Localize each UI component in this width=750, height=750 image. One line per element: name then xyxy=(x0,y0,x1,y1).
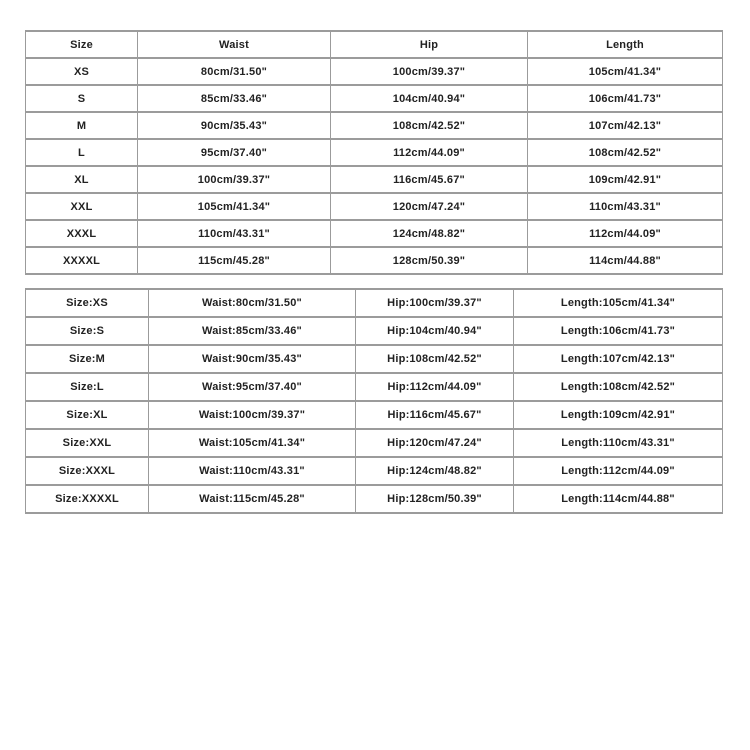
length-cell: 112cm/44.09" xyxy=(528,220,723,247)
hip-cell: Hip:120cm/47.24" xyxy=(356,429,514,457)
length-cell: 110cm/43.31" xyxy=(528,193,723,220)
hip-cell: Hip:112cm/44.09" xyxy=(356,373,514,401)
waist-cell: 115cm/45.28" xyxy=(138,247,331,274)
table-row-m xyxy=(26,112,723,139)
table-row-m xyxy=(26,345,723,373)
table-row-l xyxy=(26,373,723,401)
size-cell: Size:XXXL xyxy=(26,457,149,485)
column-header-length: Length xyxy=(528,31,723,58)
table-row-s xyxy=(26,85,723,112)
waist-cell: Waist:85cm/33.46" xyxy=(149,317,356,345)
size-chart-table-headered xyxy=(25,30,723,275)
waist-cell: 90cm/35.43" xyxy=(138,112,331,139)
waist-cell: 110cm/43.31" xyxy=(138,220,331,247)
hip-cell: 108cm/42.52" xyxy=(331,112,528,139)
size-cell: Size:XL xyxy=(26,401,149,429)
size-cell: Size:S xyxy=(26,317,149,345)
size-cell: Size:L xyxy=(26,373,149,401)
waist-cell: Waist:105cm/41.34" xyxy=(149,429,356,457)
size-cell: XS xyxy=(26,58,138,85)
table-row-xs xyxy=(26,289,723,317)
table-row-l xyxy=(26,139,723,166)
length-cell: Length:107cm/42.13" xyxy=(514,345,723,373)
size-cell: XXXXL xyxy=(26,247,138,274)
size-cell: S xyxy=(26,85,138,112)
waist-cell: Waist:80cm/31.50" xyxy=(149,289,356,317)
table-row-xs xyxy=(26,58,723,85)
size-cell: Size:XXL xyxy=(26,429,149,457)
size-cell: XXXL xyxy=(26,220,138,247)
waist-cell: 95cm/37.40" xyxy=(138,139,331,166)
length-cell: 108cm/42.52" xyxy=(528,139,723,166)
hip-cell: Hip:128cm/50.39" xyxy=(356,485,514,513)
size-cell: Size:XXXXL xyxy=(26,485,149,513)
length-cell: 107cm/42.13" xyxy=(528,112,723,139)
table-row-xxxl xyxy=(26,457,723,485)
length-cell: Length:114cm/44.88" xyxy=(514,485,723,513)
hip-cell: 124cm/48.82" xyxy=(331,220,528,247)
length-cell: 109cm/42.91" xyxy=(528,166,723,193)
size-cell: XL xyxy=(26,166,138,193)
column-header-size: Size xyxy=(26,31,138,58)
length-cell: Length:110cm/43.31" xyxy=(514,429,723,457)
waist-cell: 100cm/39.37" xyxy=(138,166,331,193)
table-row-xxl xyxy=(26,429,723,457)
hip-cell: 128cm/50.39" xyxy=(331,247,528,274)
waist-cell: Waist:100cm/39.37" xyxy=(149,401,356,429)
waist-cell: 80cm/31.50" xyxy=(138,58,331,85)
hip-cell: Hip:116cm/45.67" xyxy=(356,401,514,429)
table-row-xxxl xyxy=(26,220,723,247)
table-row-xxl xyxy=(26,193,723,220)
waist-cell: Waist:110cm/43.31" xyxy=(149,457,356,485)
length-cell: 106cm/41.73" xyxy=(528,85,723,112)
table-row-xl xyxy=(26,401,723,429)
waist-cell: 105cm/41.34" xyxy=(138,193,331,220)
size-chart-table-labeled xyxy=(25,288,723,514)
length-cell: Length:108cm/42.52" xyxy=(514,373,723,401)
length-cell: 105cm/41.34" xyxy=(528,58,723,85)
size-cell: XXL xyxy=(26,193,138,220)
waist-cell: Waist:95cm/37.40" xyxy=(149,373,356,401)
length-cell: Length:105cm/41.34" xyxy=(514,289,723,317)
length-cell: Length:106cm/41.73" xyxy=(514,317,723,345)
size-cell: Size:XS xyxy=(26,289,149,317)
length-cell: Length:112cm/44.09" xyxy=(514,457,723,485)
size-cell: L xyxy=(26,139,138,166)
table-row-s xyxy=(26,317,723,345)
table-row-xxxxl xyxy=(26,247,723,274)
hip-cell: Hip:100cm/39.37" xyxy=(356,289,514,317)
length-cell: Length:109cm/42.91" xyxy=(514,401,723,429)
waist-cell: 85cm/33.46" xyxy=(138,85,331,112)
hip-cell: Hip:124cm/48.82" xyxy=(356,457,514,485)
hip-cell: Hip:104cm/40.94" xyxy=(356,317,514,345)
header-row xyxy=(26,31,723,58)
waist-cell: Waist:90cm/35.43" xyxy=(149,345,356,373)
table-row-xxxxl xyxy=(26,485,723,513)
column-header-waist: Waist xyxy=(138,31,331,58)
hip-cell: 100cm/39.37" xyxy=(331,58,528,85)
size-cell: M xyxy=(26,112,138,139)
length-cell: 114cm/44.88" xyxy=(528,247,723,274)
table-row-xl xyxy=(26,166,723,193)
waist-cell: Waist:115cm/45.28" xyxy=(149,485,356,513)
hip-cell: 116cm/45.67" xyxy=(331,166,528,193)
hip-cell: Hip:108cm/42.52" xyxy=(356,345,514,373)
hip-cell: 112cm/44.09" xyxy=(331,139,528,166)
size-cell: Size:M xyxy=(26,345,149,373)
hip-cell: 104cm/40.94" xyxy=(331,85,528,112)
column-header-hip: Hip xyxy=(331,31,528,58)
hip-cell: 120cm/47.24" xyxy=(331,193,528,220)
